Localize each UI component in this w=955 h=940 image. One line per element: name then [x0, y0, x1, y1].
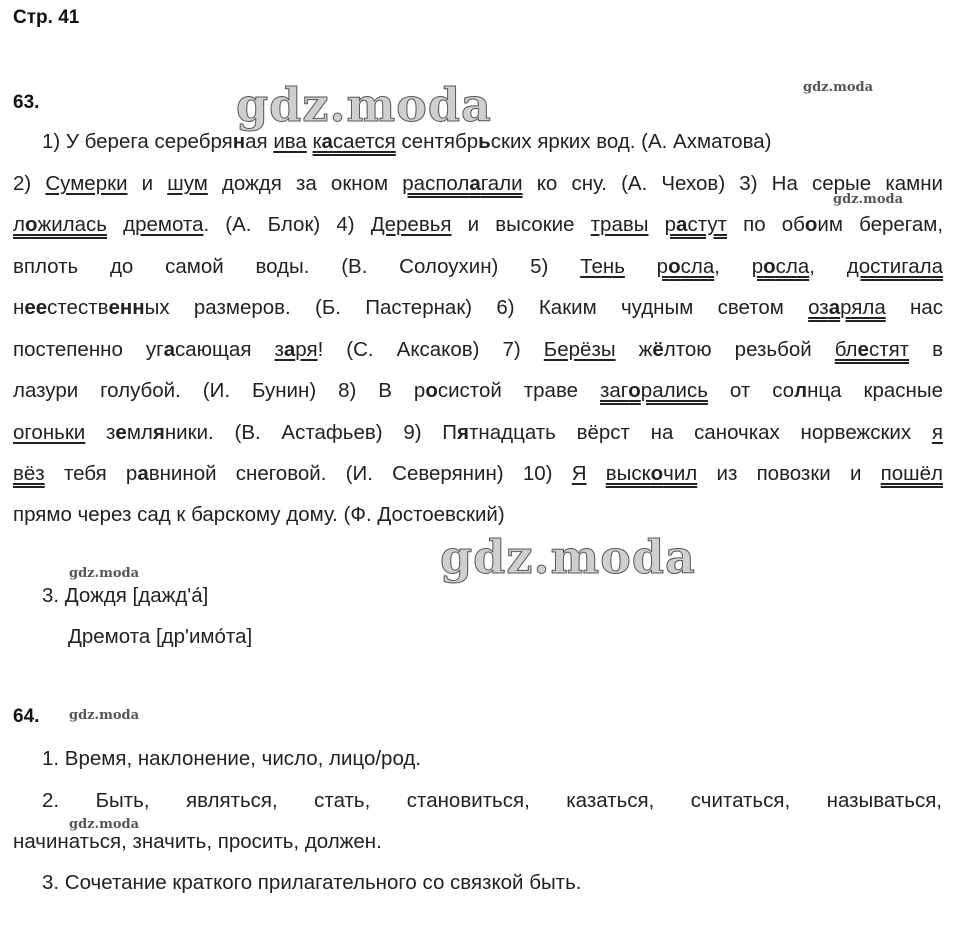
exercise-63-answer-3b: Дремота [др'имо́та]: [68, 625, 253, 648]
exercise-63-answer-3a: 3. Дождя [дажд'а́]: [42, 584, 209, 607]
watermark-small: gdz.moda: [833, 192, 904, 207]
exercise-63-line-10: прямо через сад к барскому дому. (Ф. Достоевский): [13, 503, 505, 526]
watermark-logo-middle: gdz.moda: [440, 530, 696, 584]
exercise-64-item-2b: начинаться, значить, просить, должен.: [13, 830, 382, 853]
exercise-64-number: 64.: [13, 706, 40, 727]
exercise-63-number: 63.: [13, 92, 40, 113]
exercise-63-line-6: постепенно угасающая заря! (С. Аксаков) 7) Берёзы жёлтою резьбой блестят в: [13, 338, 944, 361]
exercise-63-line-3: ложилась дремота. (А. Блок) 4) Деревья и высокие травы растут по обоим берегам,: [13, 213, 944, 236]
watermark-small: gdz.moda: [69, 817, 140, 832]
page-label: Стр. 41: [13, 7, 80, 28]
exercise-64-item-1: 1. Время, наклонение, число, лицо/род.: [42, 747, 422, 770]
exercise-63-line-8: огоньки земляники. (В. Астафьев) 9) Пятнадцать вёрст на саночках норвежских я: [13, 421, 943, 444]
exercise-63-line-4: вплоть до самой воды. (В. Солоухин) 5) Тень росла, росла, достигала: [13, 255, 943, 278]
watermark-small: gdz.moda: [803, 80, 874, 95]
watermark-small: gdz.moda: [69, 708, 140, 723]
exercise-64-item-3: 3. Сочетание краткого прилагательного со связкой быть.: [42, 871, 582, 894]
exercise-63-line-7: лазури голубой. (И. Бунин) 8) В росистой траве загорались от солнца красные: [13, 379, 944, 402]
exercise-63-line-2: 2) Сумерки и шум дождя за окном располагали ко сну. (А. Чехов) 3) На серые камни: [13, 172, 944, 195]
exercise-63-line-9: вёз тебя равниной снеговой. (И. Северянин) 10) Я выскочил из повозки и пошёл: [13, 462, 943, 485]
watermark-small: gdz.moda: [69, 566, 140, 581]
exercise-64-item-2a: 2. Быть, являться, стать, становиться, казаться, считаться, называться,: [42, 789, 942, 812]
exercise-63-line-5: неестественных размеров. (Б. Пастернак) 6) Каким чудным светом озаряла нас: [13, 296, 943, 319]
watermark-logo-top: gdz.moda: [236, 78, 492, 132]
exercise-63-line-1: 1) У берега серебряная ива касается сентябрьских ярких вод. (А. Ахматова): [42, 130, 772, 153]
